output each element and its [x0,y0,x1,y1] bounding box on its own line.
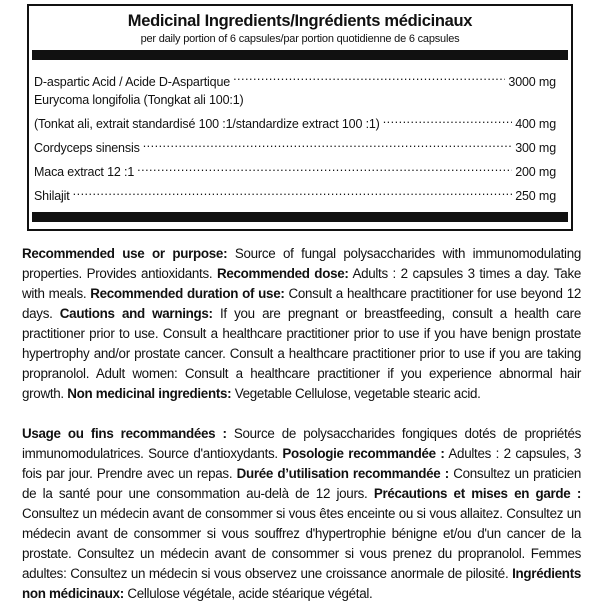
supplement-label [0,4,600,604]
en-text-dose: Adults : 2 capsules 3 times a day. Take with meals. [22,265,581,301]
medicinal-ingredients-panel [27,4,573,231]
dot-leader [137,158,512,177]
ingredient-row-maca [34,158,556,182]
fr-label-duree: Durée d’utilisation recommandée : [236,465,449,481]
ingredient-amount: 300 mg [515,141,556,155]
fr-text-precautions: Consultez un médecin avant de consommer si vous êtes enceinte ou si vous allaitez. Consultez un médecin avant de consommer si vous souffrez d'hypertrophie bénigne et/ou d'un cancer de la prostate. Consultez un médecin avant de consommer si vous prenez du propranolol. Femmes adultes: Consultez un médecin si vous observez une croissance anormale de pilosité. [22,505,581,581]
dot-leader [233,67,505,86]
fr-label-usage: Usage ou fins recommandées : [22,425,227,441]
ingredient-row-tonkat [34,110,556,134]
ingredient-name: Shilajit [34,189,70,203]
ingredient-amount: 250 mg [515,189,556,203]
fr-text-usage: Source de polysaccharides fongiques dotés de propriétés immunomodulatrices. Source d'antioxydants. [22,425,581,461]
en-label-cautions: Cautions and warnings: [59,305,213,321]
ingredient-row-daspartic [34,67,556,91]
fr-text-posologie: Adultes : 2 capsules, 3 fois par jour. Prendre avec un repas. [22,445,581,481]
ingredient-row-shilajit [34,182,556,206]
french-directions-paragraph [22,424,581,604]
ingredient-row-cordyceps [34,134,556,158]
en-label-non-medicinal: Non medicinal ingredients: [67,385,232,401]
fr-text-duree: Consultez un praticien de la santé pour une consommation au-delà de 12 jours. [22,465,581,501]
ingredient-name: D-aspartic Acid / Acide D-Aspartique [34,74,231,89]
panel-subtitle: per daily portion of 6 capsules/par portion quotidienne de 6 capsules [140,33,460,45]
en-label-duration: Recommended duration of use: [90,285,285,301]
divider-bar-top [32,50,568,60]
en-text-duration: Consult a healthcare practitioner for use beyond 12 days. [22,285,581,321]
ingredient-name: Maca extract 12 :1 [34,165,135,179]
dot-leader [73,182,513,201]
divider-bar-bottom [32,212,568,222]
en-label-recommended-dose: Recommended dose: [216,265,349,281]
en-text-use: Source of fungal polysaccharides with immunomodulating properties. Provides antioxidants. [22,245,581,281]
dot-leader [383,110,513,129]
fr-text-non-medicinaux: Cellulose végétale, acide stéarique végétal. [123,585,373,601]
ingredient-amount: 3000 mg [508,74,556,89]
en-label-recommended-use: Recommended use or purpose: [22,245,228,261]
ingredient-name: (Tonkat ali, extrait standardisé 100 :1/standardize extract 100 :1) [34,117,380,131]
fr-label-precautions: Précautions et mises en garde : [373,485,581,501]
ingredient-amount: 200 mg [515,165,556,179]
ingredient-row-eurycoma [34,91,556,110]
ingredient-name: Cordyceps sinensis [34,141,140,155]
english-directions-paragraph [22,244,581,404]
ingredient-name: Eurycoma longifolia (Tongkat ali 100:1) [34,93,244,107]
ingredient-amount: 400 mg [515,117,556,131]
en-text-non-medicinal: Vegetable Cellulose, vegetable stearic acid. [231,385,481,401]
en-text-cautions: If you are pregnant or breastfeeding, consult a health care practitioner prior to use. Consult a healthcare practitioner prior to use if you have benign prostate hypertrophy and/or prostate cancer. Consult a healthcare practitioner prior to use if you are taking propranolol. Adult women: Consult a healthcare practitioner if you experience abnormal hair growth. [22,305,581,401]
fr-label-non-medicinaux: Ingrédients non médicinaux: [22,565,581,601]
fr-label-posologie: Posologie recommandée : [282,445,445,461]
dot-leader [143,134,513,153]
panel-title: Medicinal Ingredients/Ingrédients médicinaux [127,12,473,30]
ingredient-list [29,60,571,206]
